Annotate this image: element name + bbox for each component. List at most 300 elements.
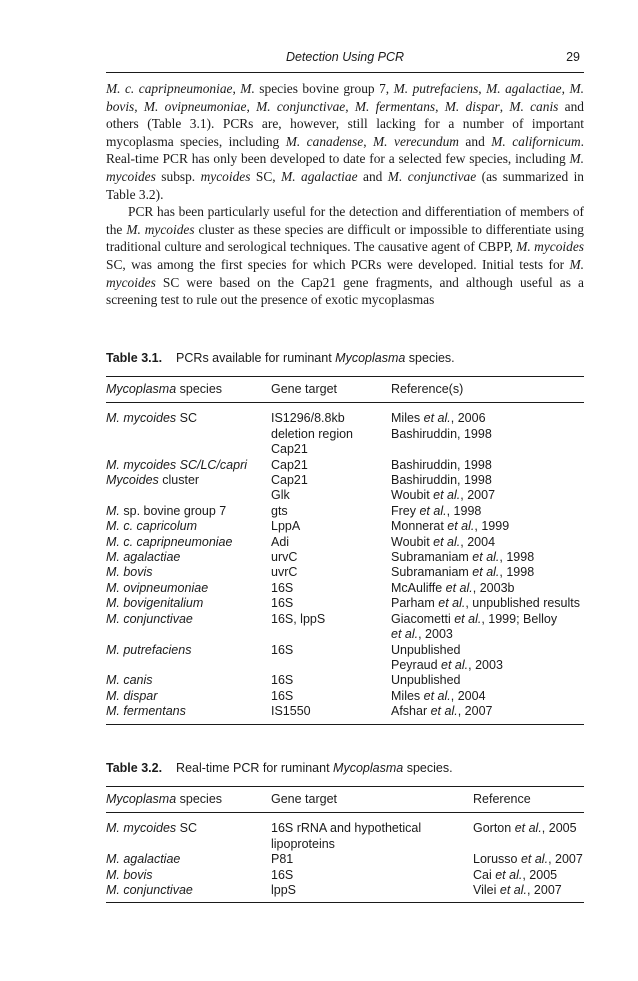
species-cell <box>106 689 271 704</box>
italic-text: et al. <box>441 657 469 672</box>
gene-target-cell <box>271 504 391 519</box>
cell-text: SC <box>176 411 197 426</box>
cell-line <box>391 643 584 658</box>
table-row <box>106 550 584 565</box>
reference-cell <box>391 689 584 704</box>
cell-text: Peyraud <box>391 657 442 672</box>
italic-text: M. mycoides SC/LC/capri <box>106 457 248 472</box>
cell-line <box>473 883 584 898</box>
italic-text: M. c. capricolum <box>106 519 197 534</box>
table-3-1 <box>106 350 584 725</box>
cell-line: deletion region <box>271 426 354 441</box>
table-body <box>106 403 584 723</box>
table-row <box>106 519 584 534</box>
paragraph-text: PCR has been particularly useful for the detection and differentiation of members of the <box>106 204 584 237</box>
cell-line <box>391 596 584 611</box>
cell-text: , 1998 <box>446 503 482 518</box>
italic-text: M. agalactiae <box>106 852 181 867</box>
cell-line: Cap21 <box>271 473 308 488</box>
cell-text: , 2007 <box>457 704 493 719</box>
cell-line <box>106 427 271 442</box>
species-name: M. agalactiae <box>486 81 562 96</box>
table-label: Table 3.2. <box>106 761 163 775</box>
species-name: M. mycoides <box>126 221 195 237</box>
species-name: M. fermentans <box>354 98 436 114</box>
species-cell <box>106 612 271 643</box>
caption-text-end: species. <box>405 351 455 365</box>
reference-cell <box>473 821 584 852</box>
cell-text: Subramaniam <box>391 565 473 580</box>
gene-target-cell <box>271 821 473 852</box>
cell-line: 16S <box>271 867 294 882</box>
italic-text: M. canis <box>106 673 153 688</box>
col-header-reference: Reference <box>473 792 531 806</box>
paragraph-text: , <box>561 81 570 96</box>
paragraph-text: , <box>232 81 241 96</box>
reference-cell <box>391 612 584 643</box>
reference-cell <box>391 519 584 534</box>
cell-line <box>391 612 584 627</box>
table-row <box>106 458 584 473</box>
italic-text: et al. <box>454 611 482 626</box>
reference-cell <box>391 643 584 674</box>
gene-target-cell <box>271 852 473 867</box>
gene-target-cell <box>271 643 391 674</box>
cell-line <box>106 519 271 534</box>
species-name: M. verecundum <box>373 133 459 149</box>
cell-line <box>391 488 584 503</box>
table-body <box>106 813 584 902</box>
paragraph-text: subsp. <box>155 168 201 184</box>
reference-cell <box>473 852 584 867</box>
cell-line <box>473 868 584 883</box>
cell-line <box>106 689 271 704</box>
species-cell <box>106 519 271 534</box>
cell-line <box>391 704 584 719</box>
cell-line: lipoproteins <box>271 836 335 851</box>
reference-cell <box>391 458 584 473</box>
cell-text: Bashiruddin, 1998 <box>391 473 492 488</box>
species-cell <box>106 673 271 688</box>
cell-text: , 1999 <box>474 519 510 534</box>
cell-text: Parham <box>391 596 439 611</box>
cell-line: IS1296/8.8kb <box>271 411 345 426</box>
cell-text: Gorton <box>473 821 515 836</box>
cell-line <box>106 837 271 852</box>
table-bottom-rule <box>106 902 584 903</box>
species-name: M. canis <box>509 98 559 114</box>
cell-line <box>106 883 271 898</box>
species-cell <box>106 458 271 473</box>
cell-line: 16S, lppS <box>271 611 326 626</box>
cell-line: Glk <box>271 488 290 503</box>
cell-line: LppA <box>271 519 301 534</box>
cell-line <box>106 565 271 580</box>
cell-line <box>106 458 271 473</box>
cell-line <box>391 673 584 688</box>
cell-line <box>106 627 271 642</box>
table-row <box>106 643 584 674</box>
reference-cell <box>391 565 584 580</box>
italic-text: et al. <box>520 852 549 867</box>
cell-line <box>391 550 584 565</box>
cell-line <box>106 658 271 673</box>
italic-text: M. ovipneumoniae <box>106 580 209 595</box>
body-text <box>106 80 584 309</box>
cell-line <box>106 821 271 836</box>
cell-text: Miles <box>391 688 424 703</box>
cell-line <box>391 565 584 580</box>
table-header-row <box>106 377 584 402</box>
reference-cell <box>391 473 584 504</box>
cell-line: P81 <box>271 852 294 867</box>
italic-text: et al. <box>472 565 500 580</box>
paragraph-text: , <box>246 98 257 114</box>
italic-text: M. bovigenitalium <box>106 596 204 611</box>
italic-text: M. <box>106 503 120 518</box>
col-header-gene-target: Gene target <box>271 792 338 806</box>
cell-line <box>106 442 271 457</box>
italic-text: M. dispar <box>106 688 158 703</box>
paragraph-text: and others (Table 3.1). PCRs are, however, still lacking for a number of important mycoplasma species, including <box>106 98 584 149</box>
cell-line <box>391 519 584 534</box>
running-header <box>106 48 584 70</box>
cell-line <box>106 852 271 867</box>
italic-text: et al. <box>419 503 447 518</box>
cell-text: , 2005 <box>541 821 577 836</box>
col-header-references: Reference(s) <box>391 382 464 396</box>
reference-cell <box>391 673 584 688</box>
caption-text-end: species. <box>403 761 453 775</box>
cell-line <box>391 504 584 519</box>
cell-line <box>106 488 271 503</box>
gene-target-cell <box>271 883 473 898</box>
table-row <box>106 504 584 519</box>
cell-text: , 2004 <box>450 688 486 703</box>
paragraph-text: , <box>134 98 144 114</box>
italic-text: M. mycoides <box>106 411 177 426</box>
species-cell <box>106 550 271 565</box>
italic-text: et al. <box>430 704 458 719</box>
cell-text: McAuliffe <box>391 580 446 595</box>
table-row <box>106 868 584 883</box>
cell-text: Subramaniam <box>391 550 473 565</box>
table-caption <box>106 350 584 366</box>
cell-line: 16S <box>271 580 294 595</box>
paragraph-text: , <box>435 98 445 114</box>
cell-text: Frey <box>391 503 420 518</box>
cell-text: , 2006 <box>450 411 486 426</box>
cell-text: , 2003 <box>468 657 503 672</box>
italic-text: et al. <box>438 596 466 611</box>
gene-target-cell <box>271 596 391 611</box>
cell-line: gts <box>271 503 288 518</box>
italic-text: M. agalactiae <box>106 550 181 565</box>
caption-genus: Mycoplasma <box>333 761 404 775</box>
gene-target-cell <box>271 550 391 565</box>
reference-cell <box>391 581 584 596</box>
cell-line: Cap21 <box>271 457 308 472</box>
italic-text: M. bovis <box>106 867 153 882</box>
species-name: M. mycoides <box>106 151 584 184</box>
table-row <box>106 411 584 457</box>
gene-target-cell <box>271 673 391 688</box>
italic-text: et al. <box>499 883 527 898</box>
italic-text: et al. <box>391 627 419 642</box>
caption-text: PCRs available for ruminant <box>176 351 336 365</box>
cell-text: , 1998 <box>499 565 535 580</box>
paragraph-text: species bovine group 7, <box>254 81 394 96</box>
table-label: Table 3.1. <box>106 351 163 365</box>
col-header-species-genus: Mycoplasma <box>106 382 177 396</box>
table-row <box>106 596 584 611</box>
species-cell <box>106 473 271 504</box>
paragraph <box>106 203 584 309</box>
col-header-gene-target: Gene target <box>271 382 338 396</box>
page-number: 29 <box>566 50 580 64</box>
species-name: M. mycoides <box>106 256 584 290</box>
cell-line: 16S <box>271 596 294 611</box>
species-name: mycoides <box>200 168 251 184</box>
col-header-species <box>106 792 271 807</box>
cell-text: Unpublished <box>391 673 461 688</box>
paragraph-text: , <box>478 81 487 96</box>
paragraph-text: SC, <box>250 168 282 184</box>
cell-line: Adi <box>271 534 290 549</box>
cell-line <box>391 458 584 473</box>
gene-target-cell <box>271 535 391 550</box>
species-cell <box>106 596 271 611</box>
cell-line: uvrC <box>271 565 298 580</box>
cell-text: , 2007 <box>460 488 496 503</box>
italic-text: M. conjunctivae <box>106 611 193 626</box>
table-header-row <box>106 787 584 812</box>
species-cell <box>106 704 271 719</box>
paragraph-text: and <box>357 168 388 184</box>
cell-line: urvC <box>271 550 298 565</box>
species-cell <box>106 504 271 519</box>
cell-text: Woubit <box>391 488 434 503</box>
reference-cell <box>391 704 584 719</box>
paragraph-text: , <box>499 98 510 114</box>
cell-line <box>106 704 271 719</box>
paragraph-text: cluster as these species are difficult or impossible to differentiate using traditional culture and serological techniques. The causative agent of CBPP, <box>106 221 584 255</box>
italic-text: et al. <box>433 488 461 503</box>
cell-text: Woubit <box>391 534 434 549</box>
italic-text: M. mycoides <box>106 821 177 836</box>
species-name: M. putrefaciens <box>393 81 479 96</box>
cell-text: cluster <box>158 473 200 488</box>
col-header-species-genus: Mycoplasma <box>106 792 177 806</box>
italic-text: M. conjunctivae <box>106 883 193 898</box>
species-name: M. agalactiae <box>281 168 358 184</box>
italic-text: M. putrefaciens <box>106 642 192 657</box>
table-row <box>106 689 584 704</box>
cell-text: , 2003 <box>418 627 453 642</box>
caption-text: Real-time PCR for ruminant <box>176 761 334 775</box>
italic-text: Mycoides <box>106 473 159 488</box>
gene-target-cell <box>271 473 391 504</box>
italic-text: et al. <box>445 580 473 595</box>
gene-target-cell <box>271 458 391 473</box>
cell-line <box>106 411 271 426</box>
running-title: Detection Using PCR <box>285 50 405 64</box>
cell-line: 16S <box>271 673 294 688</box>
cell-line <box>391 427 584 442</box>
cell-text: Monnerat <box>391 519 448 534</box>
gene-target-cell <box>271 581 391 596</box>
cell-text: , 2004 <box>460 534 496 549</box>
cell-line <box>391 658 584 673</box>
cell-text: SC <box>176 821 197 836</box>
reference-cell <box>391 504 584 519</box>
cell-text: , 2007 <box>548 852 583 867</box>
species-name: M. <box>240 81 255 96</box>
table-row <box>106 473 584 504</box>
cell-line <box>106 868 271 883</box>
table-caption <box>106 760 584 776</box>
italic-text: M. c. capripneumoniae <box>106 534 233 549</box>
species-cell <box>106 852 271 867</box>
species-name: M. mycoides <box>516 239 584 255</box>
cell-text: Giacometti <box>391 611 455 626</box>
reference-cell <box>473 868 584 883</box>
col-header-species-rest: species <box>176 792 223 806</box>
cell-line <box>106 473 271 488</box>
cell-line <box>106 581 271 596</box>
cell-text: , 1998 <box>499 550 535 565</box>
reference-cell <box>391 535 584 550</box>
species-name: M. californicum <box>491 133 581 149</box>
italic-text: M. bovis <box>106 565 153 580</box>
cell-line: 16S <box>271 642 294 657</box>
table-row <box>106 704 584 719</box>
cell-line: lppS <box>271 883 297 898</box>
paragraph-text: and <box>458 133 492 149</box>
cell-text: sp. bovine group 7 <box>119 503 227 518</box>
cell-line <box>106 612 271 627</box>
italic-text: et al. <box>423 411 451 426</box>
cell-line <box>473 852 584 867</box>
species-name: M. bovis <box>106 81 584 114</box>
gene-target-cell <box>271 689 391 704</box>
species-name: M. dispar <box>444 98 500 114</box>
table-row <box>106 673 584 688</box>
col-header-species <box>106 382 271 397</box>
caption-genus: Mycoplasma <box>335 351 406 365</box>
reference-cell <box>391 550 584 565</box>
cell-line: 16S rRNA and hypothetical <box>271 821 422 836</box>
paragraph <box>106 80 584 203</box>
cell-line <box>106 550 271 565</box>
species-name: M. conjunctivae <box>256 98 346 114</box>
cell-line: 16S <box>271 688 294 703</box>
gene-target-cell <box>271 519 391 534</box>
cell-text: Lorusso <box>473 852 521 867</box>
species-cell <box>106 535 271 550</box>
italic-text: et al. <box>514 821 542 836</box>
cell-text: , unpublished results <box>465 596 581 611</box>
table-bottom-rule <box>106 724 584 725</box>
table-row <box>106 535 584 550</box>
cell-text: Bashiruddin, 1998 <box>391 426 492 441</box>
table-row <box>106 612 584 643</box>
cell-line <box>106 504 271 519</box>
species-cell <box>106 411 271 457</box>
gene-target-cell <box>271 868 473 883</box>
reference-cell <box>391 411 584 457</box>
cell-text: , 2005 <box>522 867 558 882</box>
paragraph-text: SC, was among the first species for which PCRs were developed. Initial tests for <box>106 256 570 272</box>
italic-text: et al. <box>472 550 500 565</box>
species-cell <box>106 883 271 898</box>
paragraph-text: (as summarized in Table 3.2). <box>106 168 585 202</box>
cell-text: , 2007 <box>526 883 562 898</box>
gene-target-cell <box>271 612 391 643</box>
reference-cell <box>391 596 584 611</box>
col-header-species-rest: species <box>176 382 223 396</box>
gene-target-cell <box>271 565 391 580</box>
table-row <box>106 852 584 867</box>
cell-line <box>391 535 584 550</box>
italic-text: et al. <box>423 688 451 703</box>
cell-line: IS1550 <box>271 704 311 719</box>
species-name: M. canadense <box>285 133 364 149</box>
cell-line <box>106 643 271 658</box>
gene-target-cell <box>271 704 391 719</box>
species-cell <box>106 868 271 883</box>
cell-text: , 1999; Belloy <box>481 611 558 626</box>
cell-line <box>391 411 584 426</box>
italic-text: M. fermentans <box>106 704 186 719</box>
cell-line <box>106 673 271 688</box>
cell-text: Bashiruddin, 1998 <box>391 457 492 472</box>
cell-line <box>391 581 584 596</box>
table-row <box>106 581 584 596</box>
cell-text: , 2003b <box>472 580 515 595</box>
species-name: M. ovipneumoniae <box>143 98 247 114</box>
cell-line <box>106 535 271 550</box>
species-name: M. conjunctivae <box>387 168 477 184</box>
cell-line <box>391 473 584 488</box>
cell-text: Afshar <box>391 704 431 719</box>
italic-text: et al. <box>447 519 475 534</box>
gene-target-cell <box>271 411 391 457</box>
paragraph-text: , <box>345 98 355 114</box>
paragraph-text: . Real-time PCR has only been developed to date for a selected few species, including <box>106 133 584 167</box>
table-row <box>106 565 584 580</box>
cell-line <box>391 689 584 704</box>
table-row <box>106 883 584 898</box>
reference-cell <box>473 883 584 898</box>
cell-line <box>391 627 584 642</box>
table-row <box>106 821 584 852</box>
species-cell <box>106 565 271 580</box>
header-rule <box>106 72 584 73</box>
cell-text: Vilei <box>473 883 500 898</box>
species-cell <box>106 821 271 852</box>
species-name: M. c. capripneumoniae <box>106 81 233 96</box>
cell-line <box>106 596 271 611</box>
italic-text: et al. <box>433 534 461 549</box>
cell-text: Unpublished <box>391 642 461 657</box>
cell-text: Miles <box>391 411 424 426</box>
paragraph-text: SC were based on the Cap21 gene fragments, and although useful as a screening test to rule out the presence of exotic mycoplasmas <box>106 274 584 308</box>
table-3-2 <box>106 760 584 903</box>
species-cell <box>106 581 271 596</box>
italic-text: et al. <box>495 867 523 882</box>
species-cell <box>106 643 271 674</box>
